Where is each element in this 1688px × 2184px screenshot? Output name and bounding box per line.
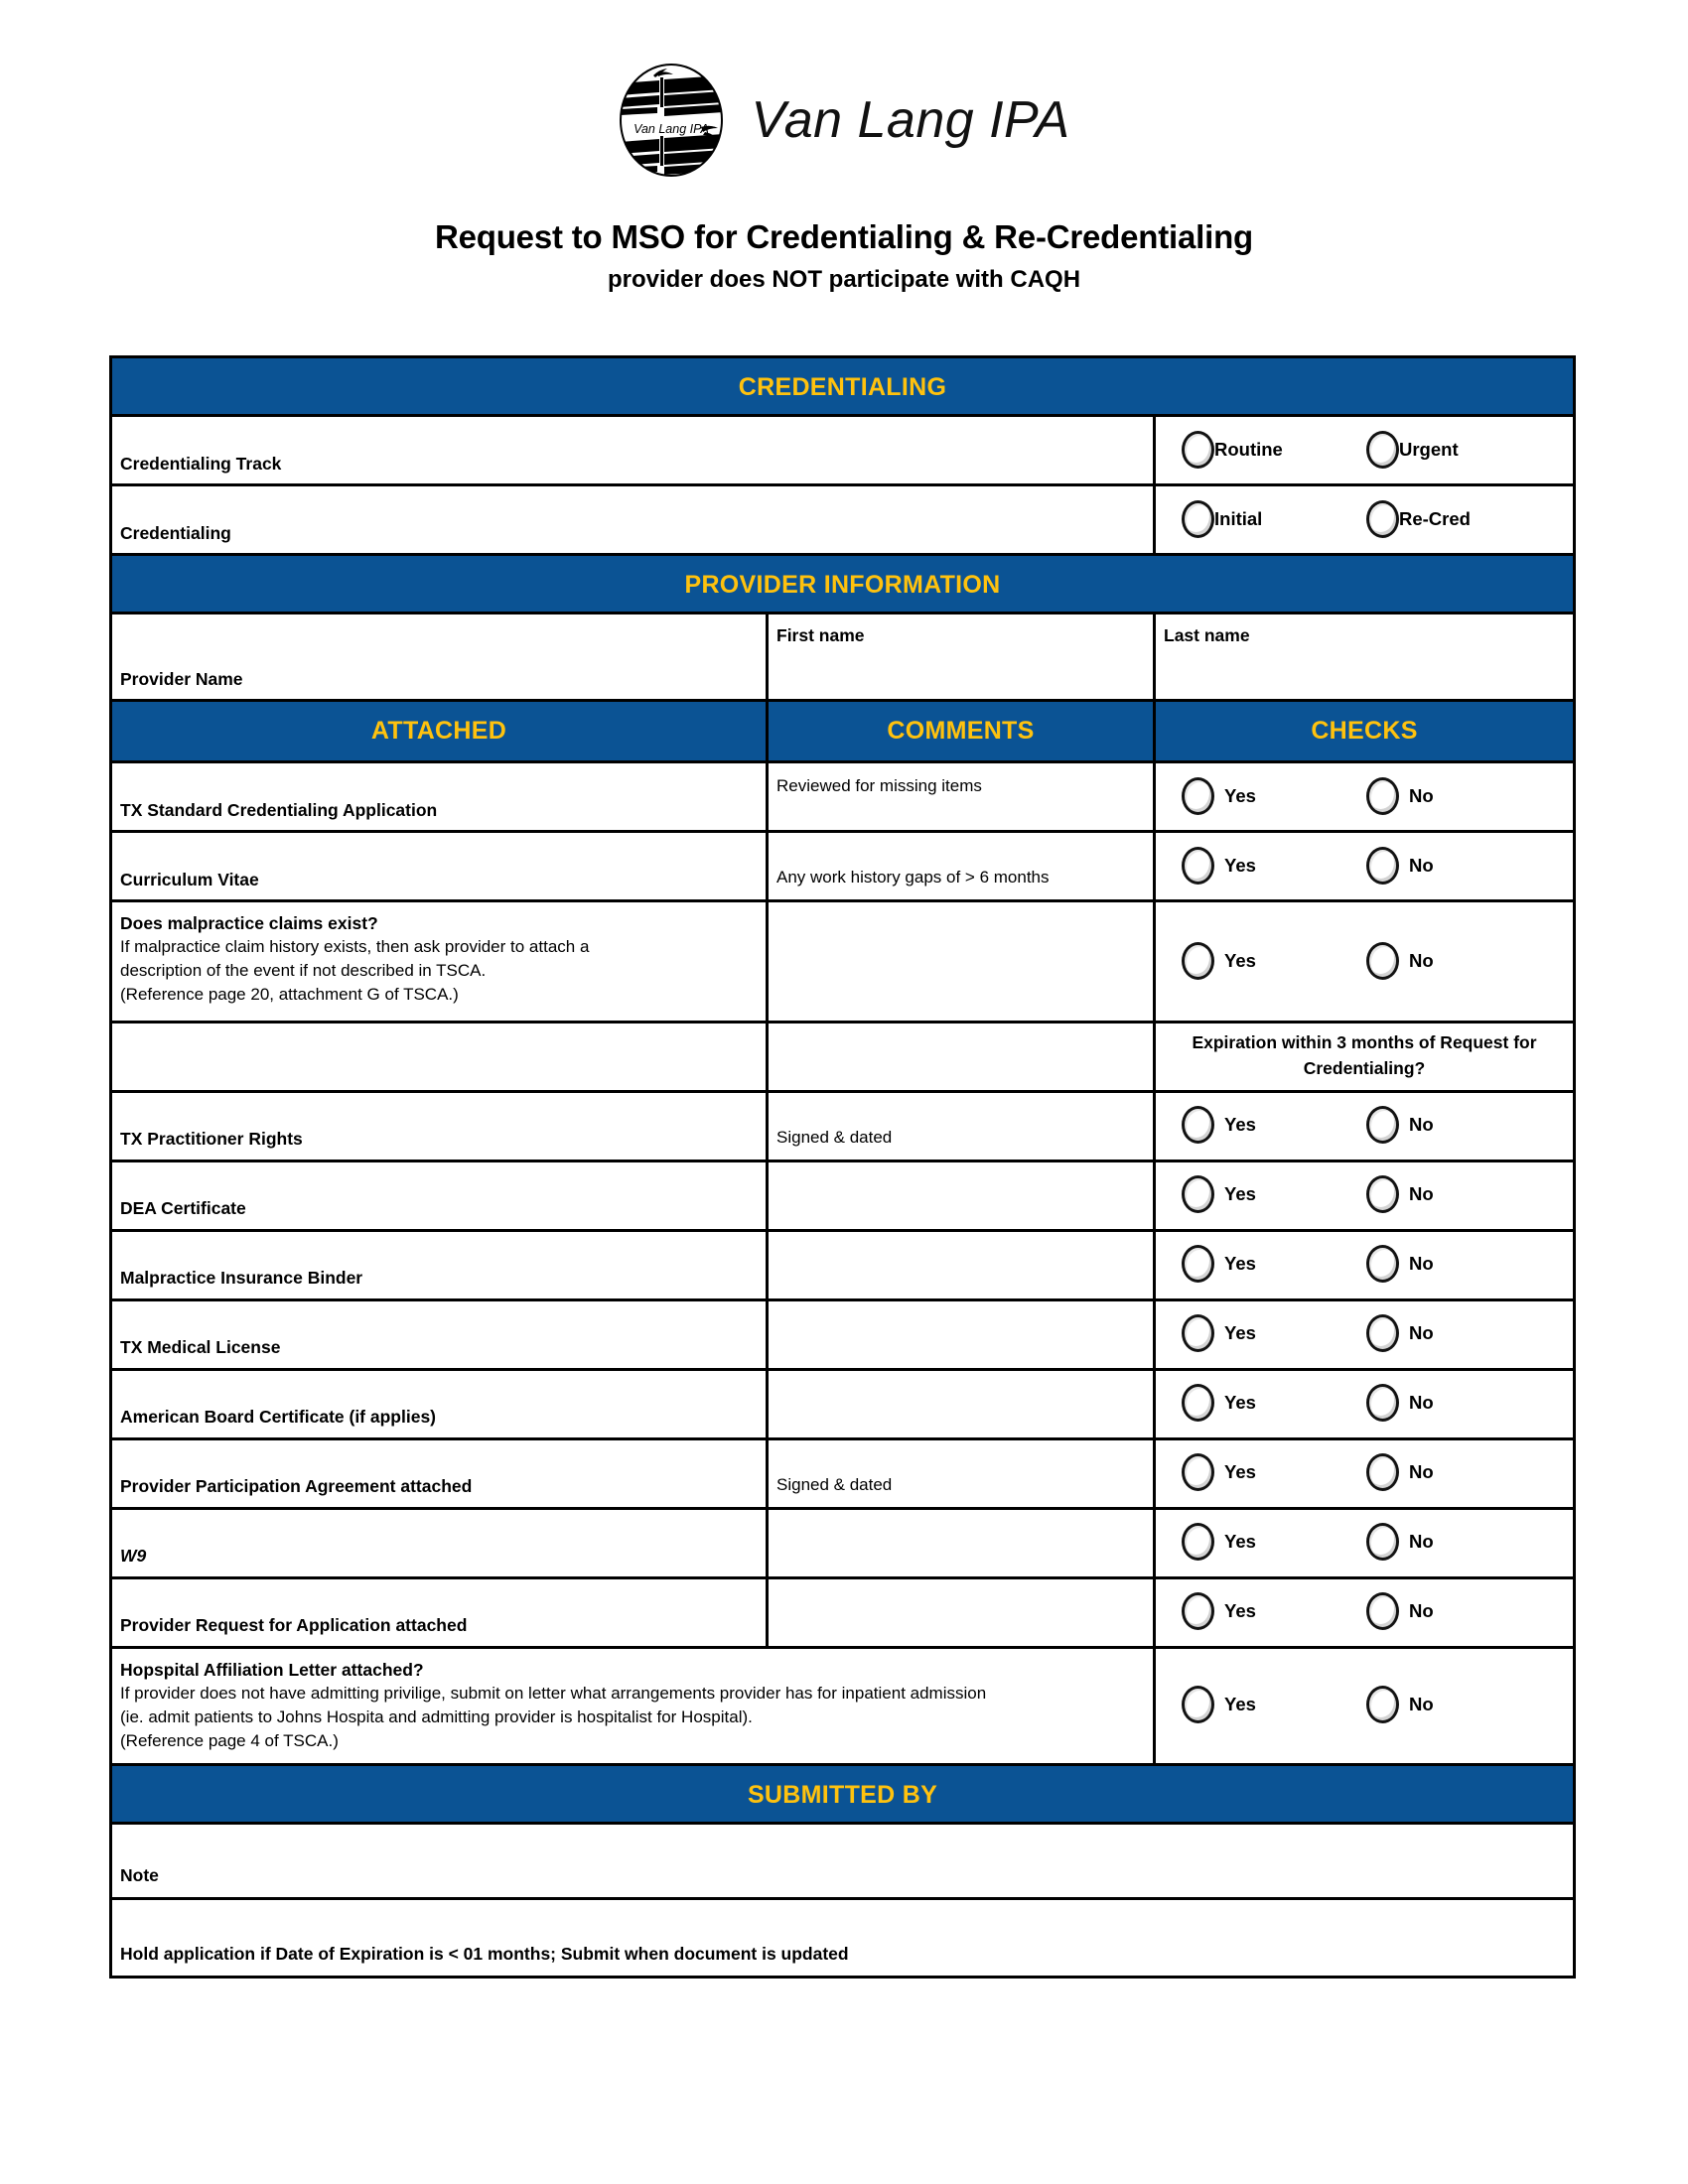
radio-option-no[interactable] [1366, 1384, 1551, 1422]
item-comment: Any work history gaps of > 6 months [776, 868, 1050, 887]
radio-option-no[interactable] [1366, 1523, 1551, 1561]
row-hold-application [112, 1900, 1573, 1976]
item-comment-cell [769, 1440, 1156, 1507]
hold-application-text: Hold application if Date of Expiration is < 01 months; Submit when document is updated [120, 1943, 849, 1964]
item-comment-cell [769, 1510, 1156, 1576]
radio-label-no: No [1409, 1183, 1434, 1204]
radio-label-initial: Initial [1214, 507, 1263, 529]
radio-option-yes[interactable] [1182, 1453, 1366, 1491]
first-name-field[interactable] [769, 614, 1156, 699]
credentialing-track-options [1156, 417, 1573, 483]
credentialing-track-label-cell [112, 417, 1156, 483]
item-comment: Signed & dated [776, 1127, 893, 1147]
radio-circle-icon[interactable] [1182, 1453, 1214, 1491]
item-comment [776, 1636, 1145, 1638]
table-row [112, 1301, 1573, 1371]
first-name-label: First name [776, 625, 865, 645]
radio-option-yes[interactable] [1182, 1314, 1366, 1352]
radio-label-yes: Yes [1224, 1392, 1256, 1413]
item-comment [776, 1289, 1145, 1291]
radio-circle-icon[interactable] [1366, 1175, 1399, 1213]
item-checks-cell [1156, 763, 1573, 830]
note-cell[interactable] [112, 1825, 1573, 1897]
column-header-checks: CHECKS [1156, 702, 1573, 760]
radio-option-no[interactable] [1366, 1175, 1551, 1213]
table-row [112, 1232, 1573, 1301]
item-comment-cell [769, 902, 1156, 1021]
item-label: Provider Participation Agreement attached [120, 1476, 473, 1497]
document-header [0, 0, 1688, 179]
item-label-cell [112, 1162, 769, 1229]
hospital-affiliation-sub-line: (ie. admit patients to Johns Hospita and admitting provider is hospitalist for Hospital). [120, 1706, 753, 1726]
bamboo-circle-logo-icon [618, 62, 725, 179]
radio-label-yes: Yes [1224, 784, 1256, 806]
table-row [112, 763, 1573, 833]
item-label: Provider Request for Application attached [120, 1615, 468, 1636]
hospital-affiliation-checks-cell [1156, 1649, 1573, 1763]
column-header-comments: COMMENTS [769, 702, 1156, 760]
radio-circle-icon[interactable] [1182, 1314, 1214, 1352]
radio-option-yes[interactable] [1182, 1106, 1366, 1144]
radio-option-yes[interactable] [1182, 847, 1366, 885]
radio-circle-icon[interactable] [1182, 1384, 1214, 1422]
hospital-affiliation-label: Hopspital Affiliation Letter attached? [120, 1659, 424, 1680]
table-row [112, 1162, 1573, 1232]
item-comment-cell [769, 1162, 1156, 1229]
credentialing-label-cell [112, 486, 1156, 553]
item-checks-cell [1156, 1510, 1573, 1576]
radio-circle-icon[interactable] [1182, 1106, 1214, 1144]
radio-option-no[interactable] [1366, 1106, 1551, 1144]
row-note [112, 1825, 1573, 1900]
table-row [112, 833, 1573, 902]
radio-option-re-cred[interactable] [1366, 500, 1551, 538]
credentialing-options [1156, 486, 1573, 553]
item-checks-cell [1156, 1301, 1573, 1368]
item-label: W9 [120, 1546, 147, 1567]
radio-circle-icon[interactable] [1366, 777, 1399, 815]
section-header-credentialing: CREDENTIALING [112, 358, 1573, 417]
hospital-affiliation-sub-line: (Reference page 4 of TSCA.) [120, 1730, 339, 1750]
column-header-attached: ATTACHED [112, 702, 769, 760]
item-comment-cell [769, 1579, 1156, 1646]
item-label-cell [112, 763, 769, 830]
hospital-affiliation-label-cell [112, 1649, 1156, 1763]
last-name-field[interactable] [1156, 614, 1573, 699]
item-checks-cell [1156, 833, 1573, 899]
radio-label-yes: Yes [1224, 1183, 1256, 1204]
credentialing-track-label: Credentialing Track [120, 453, 282, 474]
item-checks-cell [1156, 1371, 1573, 1437]
radio-option-no[interactable] [1366, 847, 1551, 885]
item-comment-cell [769, 1371, 1156, 1437]
credentialing-form-table [109, 355, 1576, 1979]
item-label: TX Standard Credentialing Application [120, 799, 438, 820]
radio-option-yes[interactable] [1182, 942, 1366, 980]
provider-name-label: Provider Name [120, 668, 243, 689]
row-column-headers [112, 702, 1573, 763]
row-credentialing [112, 486, 1573, 556]
radio-circle-icon[interactable] [1182, 942, 1214, 980]
item-checks-cell [1156, 1093, 1573, 1160]
radio-circle-icon[interactable] [1182, 1592, 1214, 1630]
radio-circle-icon[interactable] [1182, 847, 1214, 885]
radio-circle-icon[interactable] [1182, 1175, 1214, 1213]
svg-text:Van Lang IPA: Van Lang IPA [633, 122, 710, 136]
credentialing-label: Credentialing [120, 522, 231, 543]
radio-label-no: No [1409, 1253, 1434, 1274]
radio-label-yes: Yes [1224, 1531, 1256, 1552]
table-row [112, 1371, 1573, 1440]
radio-option-no[interactable] [1366, 1245, 1551, 1283]
radio-label-no: No [1409, 1600, 1434, 1621]
radio-option-yes[interactable] [1182, 777, 1366, 815]
radio-circle-icon[interactable] [1182, 1686, 1214, 1723]
document-title: Request to MSO for Credentialing & Re-Credentialing [434, 218, 1254, 255]
radio-option-routine[interactable] [1182, 431, 1366, 469]
item-label-cell [112, 1510, 769, 1576]
last-name-label: Last name [1164, 625, 1250, 645]
radio-label-no: No [1409, 1322, 1434, 1343]
item-comment: Reviewed for missing items [776, 776, 982, 795]
item-checks-cell [1156, 902, 1573, 1021]
radio-label-no: No [1409, 784, 1434, 806]
radio-label-yes: Yes [1224, 1322, 1256, 1343]
radio-circle-icon[interactable] [1182, 431, 1214, 469]
radio-circle-icon[interactable] [1182, 777, 1214, 815]
item-checks-cell [1156, 1162, 1573, 1229]
item-label: Curriculum Vitae [120, 869, 259, 889]
item-comment-cell [769, 1232, 1156, 1298]
note-label: Note [120, 1864, 159, 1885]
radio-circle-icon[interactable] [1366, 1523, 1399, 1561]
radio-label-no: No [1409, 1694, 1434, 1715]
radio-option-yes[interactable] [1182, 1523, 1366, 1561]
radio-label-no: No [1409, 1531, 1434, 1552]
item-label-cell [112, 1371, 769, 1437]
row-credentialing-track [112, 417, 1573, 486]
empty-cell [112, 1024, 769, 1090]
table-row [112, 1093, 1573, 1162]
item-comment [776, 1428, 1145, 1430]
radio-circle-icon[interactable] [1182, 1523, 1214, 1561]
radio-label-urgent: Urgent [1399, 438, 1459, 460]
table-row [112, 902, 1573, 1024]
row-hospital-affiliation [112, 1649, 1573, 1766]
radio-label-yes: Yes [1224, 1253, 1256, 1274]
item-checks-cell [1156, 1232, 1573, 1298]
radio-label-yes: Yes [1224, 1461, 1256, 1482]
item-label: American Board Certificate (if applies) [120, 1407, 436, 1428]
radio-label-re-cred: Re-Cred [1399, 507, 1471, 529]
radio-option-no[interactable] [1366, 1686, 1551, 1723]
radio-label-no: No [1409, 1114, 1434, 1135]
radio-option-yes[interactable] [1182, 1686, 1366, 1723]
expiration-note-cell [1156, 1024, 1573, 1090]
item-checks-cell [1156, 1579, 1573, 1646]
item-label-cell [112, 1440, 769, 1507]
radio-option-yes[interactable] [1182, 1384, 1366, 1422]
item-label: Does malpractice claims exist? [120, 913, 378, 933]
item-label-cell [112, 1093, 769, 1160]
radio-circle-icon[interactable] [1366, 1245, 1399, 1283]
radio-circle-icon[interactable] [1366, 1453, 1399, 1491]
item-label-cell [112, 1232, 769, 1298]
item-label: TX Medical License [120, 1337, 281, 1358]
item-sub-line: description of the event if not described in TSCA. [120, 961, 487, 981]
radio-circle-icon[interactable] [1182, 1245, 1214, 1283]
radio-option-yes[interactable] [1182, 1592, 1366, 1630]
item-comment-cell [769, 833, 1156, 899]
item-label-cell [112, 902, 769, 1021]
section-header-submitted-by: SUBMITTED BY [112, 1766, 1573, 1825]
item-comment [776, 1358, 1145, 1360]
radio-label-yes: Yes [1224, 1694, 1256, 1715]
radio-option-urgent[interactable] [1366, 431, 1551, 469]
section-header-provider-information: PROVIDER INFORMATION [112, 556, 1573, 614]
item-comment-cell [769, 1093, 1156, 1160]
hold-application-cell [112, 1900, 1573, 1976]
item-label: DEA Certificate [120, 1198, 246, 1219]
table-row [112, 1510, 1573, 1579]
table-row [112, 1440, 1573, 1510]
item-comment [776, 1567, 1145, 1569]
item-comment [776, 1219, 1145, 1221]
radio-label-yes: Yes [1224, 949, 1256, 971]
radio-option-initial[interactable] [1182, 500, 1366, 538]
item-label-cell [112, 833, 769, 899]
brand-title: Van Lang IPA [751, 91, 1070, 149]
document-subtitle: provider does NOT participate with CAQH [607, 266, 1081, 293]
item-label-cell [112, 1301, 769, 1368]
radio-label-no: No [1409, 854, 1434, 876]
radio-label-routine: Routine [1214, 438, 1283, 460]
radio-label-yes: Yes [1224, 854, 1256, 876]
item-comment-cell [769, 763, 1156, 830]
empty-cell [769, 1024, 1156, 1090]
radio-circle-icon[interactable] [1366, 1384, 1399, 1422]
expiration-note-text: Expiration within 3 months of Request for Credentialing? [1192, 1032, 1537, 1079]
item-sub-line: (Reference page 20, attachment G of TSCA.) [120, 985, 459, 1005]
item-comment: Signed & dated [776, 1474, 893, 1494]
item-label-cell [112, 1579, 769, 1646]
radio-label-no: No [1409, 1392, 1434, 1413]
radio-option-no[interactable] [1366, 1453, 1551, 1491]
hospital-affiliation-sub-line: If provider does not have admitting privilige, submit on letter what arrangements provider has for inpatient admission [120, 1683, 987, 1703]
radio-circle-icon[interactable] [1366, 1314, 1399, 1352]
item-comment [776, 1011, 1145, 1013]
radio-option-no[interactable] [1366, 942, 1551, 980]
item-label: TX Practitioner Rights [120, 1129, 303, 1150]
radio-option-no[interactable] [1366, 1314, 1551, 1352]
radio-circle-icon[interactable] [1366, 847, 1399, 885]
radio-circle-icon[interactable] [1366, 431, 1399, 469]
radio-circle-icon[interactable] [1366, 1592, 1399, 1630]
radio-circle-icon[interactable] [1366, 500, 1399, 538]
item-sub-line: If malpractice claim history exists, then ask provider to attach a [120, 937, 590, 957]
radio-circle-icon[interactable] [1182, 500, 1214, 538]
provider-name-label-cell [112, 614, 769, 699]
radio-label-yes: Yes [1224, 1600, 1256, 1621]
radio-option-no[interactable] [1366, 1592, 1551, 1630]
row-provider-name [112, 614, 1573, 702]
radio-label-yes: Yes [1224, 1114, 1256, 1135]
item-checks-cell [1156, 1440, 1573, 1507]
radio-circle-icon[interactable] [1366, 1686, 1399, 1723]
radio-circle-icon[interactable] [1366, 942, 1399, 980]
item-comment-cell [769, 1301, 1156, 1368]
radio-circle-icon[interactable] [1366, 1106, 1399, 1144]
radio-option-yes[interactable] [1182, 1175, 1366, 1213]
radio-option-no[interactable] [1366, 777, 1551, 815]
radio-label-no: No [1409, 1461, 1434, 1482]
item-label: Malpractice Insurance Binder [120, 1268, 363, 1289]
radio-label-no: No [1409, 949, 1434, 971]
row-expiration-note [112, 1024, 1573, 1093]
radio-option-yes[interactable] [1182, 1245, 1366, 1283]
table-row [112, 1579, 1573, 1649]
